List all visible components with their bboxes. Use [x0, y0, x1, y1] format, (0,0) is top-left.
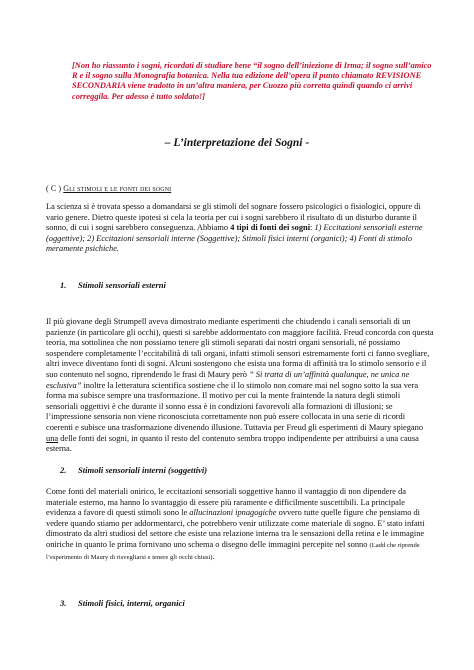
external-text-3: delle fonti dei sogni, in quanto il resto del contenuto sembra troppo indipendente per attribuirsi a una causa esterna.	[46, 433, 419, 454]
intro-text-2: :	[310, 223, 315, 233]
list-item-number: 3.	[60, 598, 67, 608]
section-label: Gli stimoli e le fonti dei sogni	[63, 184, 172, 193]
external-stimuli-paragraph	[46, 317, 434, 455]
list-item-heading	[60, 465, 207, 475]
section-prefix: ( C )	[46, 184, 64, 193]
section-heading	[46, 184, 171, 193]
list-item-heading	[60, 280, 166, 290]
internal-stimuli-paragraph	[46, 487, 434, 563]
list-item-label: Stimoli sensoriali esterni	[78, 280, 166, 290]
red-study-note: [Non ho riassunto i sogni, ricordati di studiare bene “il sogno dell’iniezione di Irma; il sogno sull’amico R e il sogno sulla Monografia botanica. Nella tua edizione dell’opera il punto chiamato REVISIONE SECONDARIA viene tradotto in un’altra maniera, per Cuozzo più corretta quindi quando ci arrivi correggila. Per adesso è tutto soldato!]	[72, 61, 432, 101]
intro-italic-list: 1) Eccitazioni sensoriali esterne (oggettive); 2) Eccitazioni sensoriali interne (Soggettive); Stimoli fisici interni (organici); 4) Fonti di stimolo meramente psichiche.	[46, 223, 423, 254]
external-text-2: inoltre la letteratura scientifica sostiene che il lo stimolo non comare mai nel sogno sotto la sua vera forma ma subisce sempre una trasformazione. Il motivo per cui la mente fraintende la natura degli stimoli sensoriali oggettivi è che durante il sonno essa è in condizioni favorevoli alla formazioni di illusioni; se l’impressione sensoria non viene riconosciuta correttamente non può essere collocata in una serie di ricordi coerenti e subisce una trasformazione divenendo illusione. Tuttavia per Freud gli esperimenti di Maury spiegano	[46, 380, 424, 432]
page-title: – L’interpretazione dei Sogni -	[164, 137, 310, 149]
list-item-heading	[60, 598, 185, 608]
list-item-number: 1.	[60, 280, 67, 290]
internal-text-1: Come fonti del materiali onirico, le eccitazioni sensoriali soggettive hanno il vantaggio di non dipendere da materiale esterno, ma hanno lo svantaggio di essere più raramente e difficilmente suscettibili. La principale evidenza a favore di questi stimoli sono le	[46, 487, 407, 518]
ladd-note: (Ladd che riprende l’esperimento di Maury di risvegliarsi e tenere gli occhi chiusi)	[46, 541, 420, 561]
internal-text-2: ovvero tutte quelle figure che pensiamo di vedere quando stiamo per addormentarci, che potrebbero venir utilizzate come materiale di sogno. E’ stato infatti dimostrato da altri studiosi del settore che esiste una relazione interna tra le sensazioni della retina e le immagine oniriche in quanto le prima fornivano uno schema o disegno delle immagini percepite nel sonno	[46, 508, 425, 549]
hypnagogic-term: allucinazioni ipnagogiche	[189, 508, 277, 518]
maury-quote: ” Si tratta di un’affinità qualunque, ne unica ne esclusiva”	[46, 369, 410, 390]
intro-paragraph	[46, 202, 434, 255]
intro-text-1: La scienza si è trovata spesso a domandarsi se gli stimoli del sognare fossero psicologici o fisiologici, oppure di vario genere. Dietro queste ipotesi si cela la teoria per cui i sogni sarebbero il risultato di un disturbo durante il sonno, di cui i sogni sarebbero conseguenza. Abbiamo	[46, 202, 421, 233]
list-item-label: Stimoli sensoriali interni (soggettivi)	[78, 465, 208, 475]
intro-bold: 4 tipi di fonti dei sogni	[230, 223, 311, 233]
underlined-una: una	[46, 433, 59, 443]
external-text-1: Il più giovane degli Strumpell aveva dimostrato mediante esperimenti che chiudendo i canali sensoriali di un pazienze (in particolare gli occhi), questi si sarebbe addormentato con maggiore facilità. Freud concorda con questa teoria, ma sottolinea che non possiamo tenere gli stimoli separati dai nostri organi sensoriali, né possiamo sospendere completamente l’eccitabilità di tali organi, infatti stimoli sensori estremamente forti ci fanno svegliare, altri invece diventano fonti di sogni. Alcuni sostengono che esista una forma di affinità tra lo stimolo sensorio e il suo contenuto nel sogno, riprendendo le frasi di Maury però	[46, 317, 434, 379]
internal-text-3: .	[212, 551, 215, 561]
list-item-number: 2.	[60, 465, 67, 475]
list-item-label: Stimoli fisici, interni, organici	[78, 598, 185, 608]
